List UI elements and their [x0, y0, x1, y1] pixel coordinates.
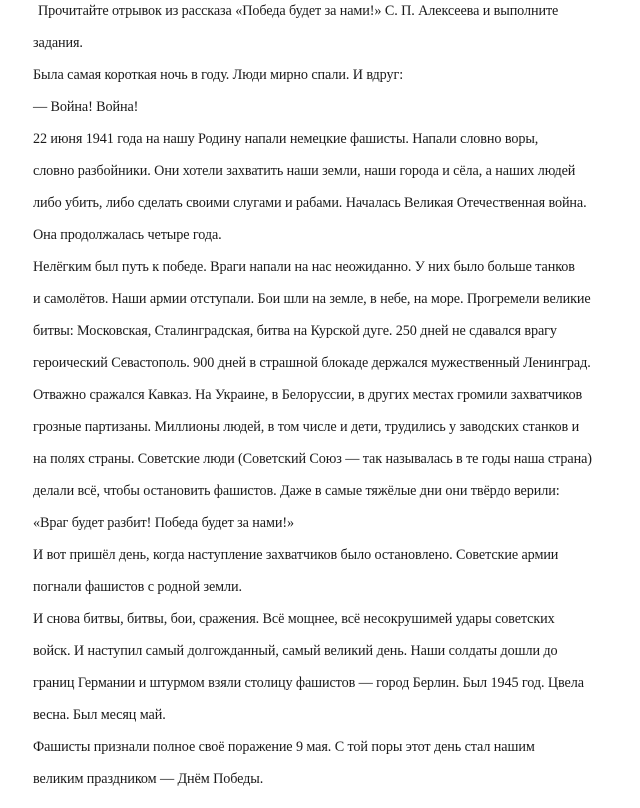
text-line: Прочитайте отрывок из рассказа «Победа будет за нами!» С. П. Алексеева и выполните — [38, 3, 559, 19]
text-line: битвы: Московская, Сталинградская, битва на Курской дуге. 250 дней не сдавался врагу — [33, 323, 557, 339]
text-line: либо убить, либо сделать своими слугами и рабами. Началась Великая Отечественная война. — [33, 195, 587, 211]
text-line: погнали фашистов с родной земли. — [33, 579, 242, 595]
text-line: «Враг будет разбит! Победа будет за нами!» — [33, 515, 294, 531]
text-line: И снова битвы, битвы, бои, сражения. Всё мощнее, всё несокрушимей удары советских — [33, 611, 555, 627]
text-line: и самолётов. Наши армии отступали. Бои шли на земле, в небе, на море. Прогремели великие — [33, 291, 591, 307]
text-line: Она продолжалась четыре года. — [33, 227, 222, 243]
text-line: 22 июня 1941 года на нашу Родину напали немецкие фашисты. Напали словно воры, — [33, 131, 539, 147]
text-line: героический Севастополь. 900 дней в страшной блокаде держался мужественный Ленинград. — [33, 355, 591, 371]
text-line: Фашисты признали полное своё поражение 9 мая. С той поры этот день стал нашим — [33, 739, 535, 755]
text-line: грозные партизаны. Миллионы людей, в том числе и дети, трудились у заводских станков и — [33, 419, 580, 435]
text-line: великим праздником — Днём Победы. — [33, 771, 264, 787]
text-line: — Война! Война! — [33, 99, 139, 115]
text-line: Нелёгким был путь к победе. Враги напали на нас неожиданно. У них было больше танков — [33, 259, 575, 275]
text-line: задания. — [33, 35, 83, 51]
text-line: весна. Был месяц май. — [33, 707, 166, 723]
text-line: И вот пришёл день, когда наступление захватчиков было остановлено. Советские армии — [33, 547, 559, 563]
text-line: Была самая короткая ночь в году. Люди мирно спали. И вдруг: — [33, 67, 404, 83]
text-line: границ Германии и штурмом взяли столицу фашистов — город Берлин. Был 1945 год. Цвела — [33, 675, 584, 691]
text-line: на полях страны. Советские люди (Советский Союз — так называлась в те годы наша страна) — [33, 451, 592, 467]
text-line: словно разбойники. Они хотели захватить наши земли, наши города и сёла, а наших людей — [33, 163, 576, 179]
text-line: Отважно сражался Кавказ. На Украине, в Белоруссии, в других местах громили захватчиков — [33, 387, 583, 403]
text-line: войск. И наступил самый долгожданный, самый великий день. Наши солдаты дошли до — [33, 643, 558, 659]
text-line: делали всё, чтобы остановить фашистов. Даже в самые тяжёлые дни они твёрдо верили: — [33, 483, 560, 499]
